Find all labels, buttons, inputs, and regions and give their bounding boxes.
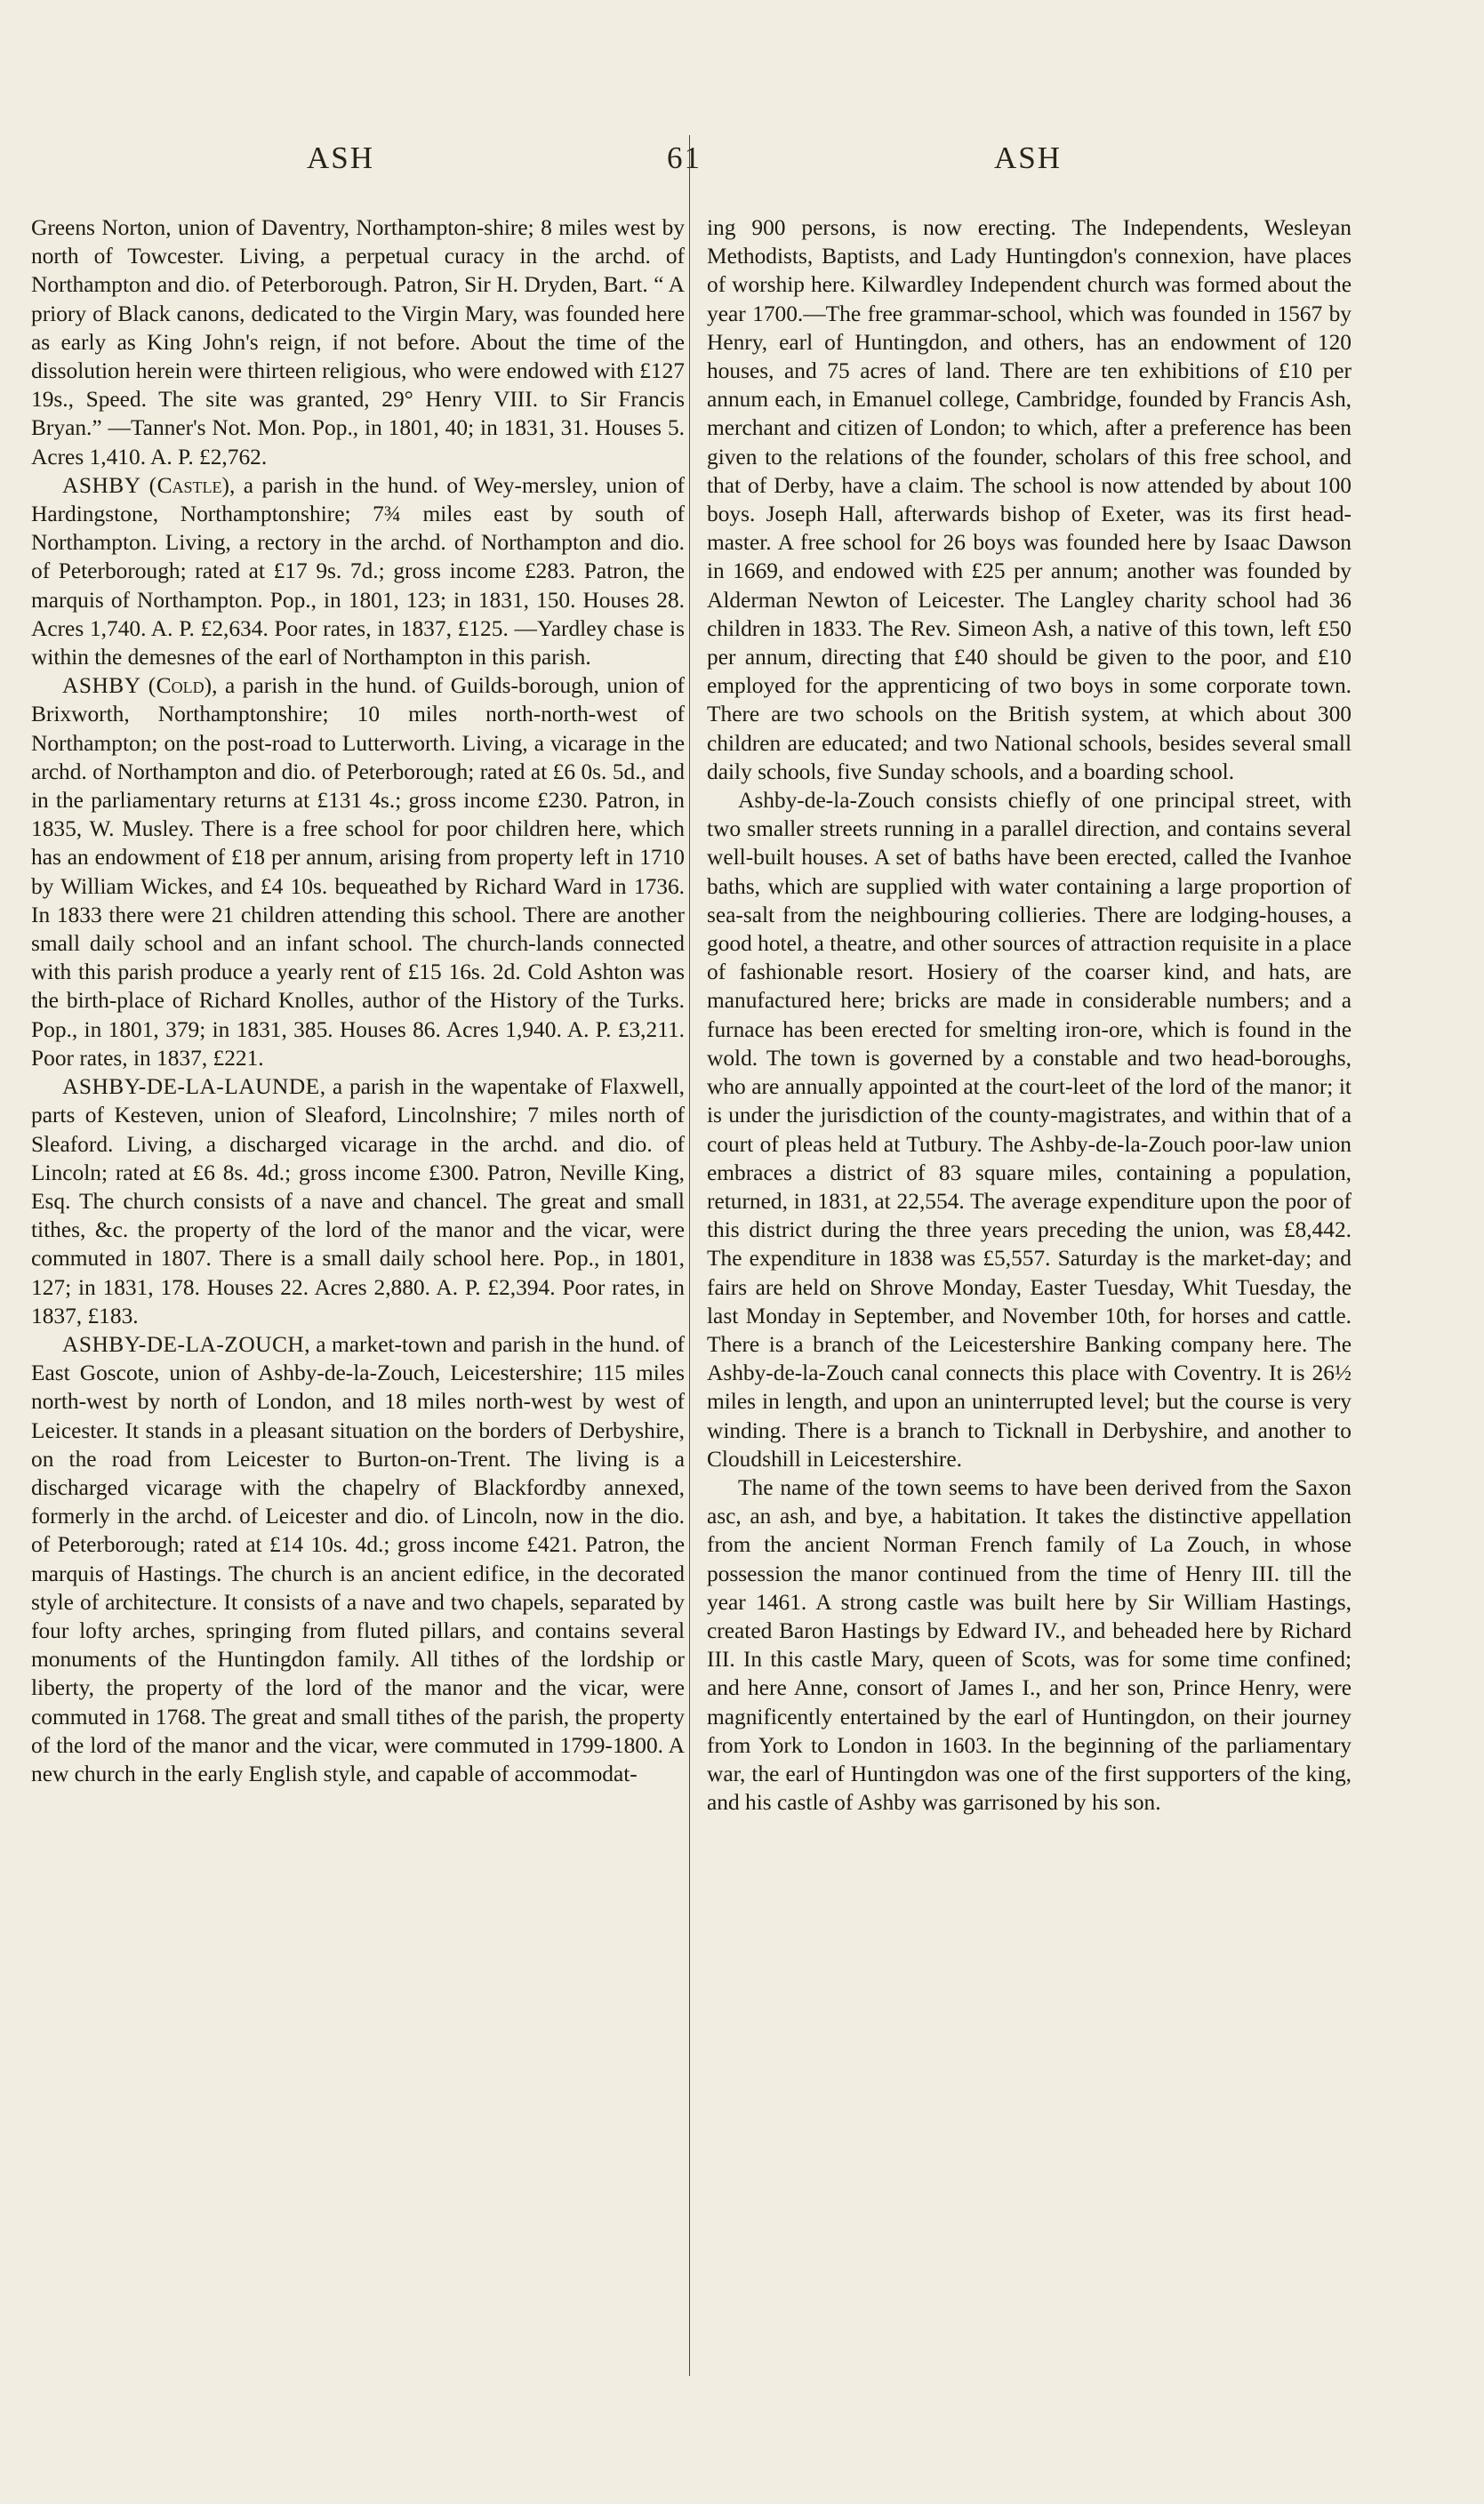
entry-heading-smallcaps: Castle [156,472,222,498]
entry-heading: ASHBY ( [62,472,157,498]
entry-continuation: ing 900 persons, is now erecting. The Independents, Wesleyan Methodists, Baptists, and Lady Huntingdon's connexion, have places of worship here. Kilwardley Independent church was formed about the year 1700.—The free grammar-school, which was founded in 1567 by Henry, earl of Huntingdon, and others, has an endowment of 120 houses, and 75 acres of land. There are ten exhibitions of £10 per annum each, in Emanuel college, Cambridge, founded by Francis Ash, merchant and citizen of London; to which, after a preference has been given to the relations of the founder, scholars of this free school, and that of Derby, have a claim. The school is now attended by about 100 boys. Joseph Hall, afterwards bishop of Exeter, was its first head-master. A free school for 26 boys was founded here by Isaac Dawson in 1669, and endowed with £25 per annum; another was founded by Alderman Newton of Leicester. The Langley charity school had 36 children in 1833. The Rev. Simeon Ash, a native of this town, left £50 per annum, directing that £40 should be given to the poor, and £10 employed for the apprenticing of two boys in some corporate town. There are two schools on the British system, at which about 300 children are educated; and two National schools, besides several small daily schools, five Sunday schools, and a boarding school. [707,215,1352,784]
header-right-word: ASH [994,140,1063,175]
entry-ashby-de-la-zouch [31,1330,685,1788]
running-header [0,140,1484,185]
paragraph-town-history: The name of the town seems to have been derived from the Saxon asc, an ash, and bye, a habitation. It takes the distinctive appellation from the ancient Norman French family of La Zouch, in whose possession the manor continued from the time of Henry III. till the year 1461. A strong castle was built here by Sir William Hastings, created Baron Hastings by Edward IV., and beheaded here by Richard III. In this castle Mary, queen of Scots, was for some time confined; and here Anne, consort of James I., and her son, Prince Henry, were magnificently entertained by the earl of Huntingdon, on their journey from York to London in 1603. In the beginning of the parliamentary war, the earl of Huntingdon was one of the first supporters of the king, and his castle of Ashby was garrisoned by his son. [707,1474,1352,1816]
column-divider [689,135,690,2376]
right-column [707,213,1352,1817]
entry-heading: ASHBY-DE-LA-ZOUCH [62,1331,305,1357]
entry-heading-end: ) [221,472,229,498]
entry-continuation: Greens Norton, union of Daventry, Northampton-shire; 8 miles west by north of Towcester. Living, a perpetual curacy in the archd. of Northampton and dio. of Peterborough. Patron, Sir H. Dryden, Bart. “ A priory of Black canons, dedicated to the Virgin Mary, was founded here as early as King John's reign, if not before. About the time of the dissolution herein were thirteen religious, who were endowed with £127 19s., Speed. The site was granted, 29° Henry VIII. to Sir Francis Bryan.” —Tanner's Not. Mon. Pop., in 1801, 40; in 1831, 31. Houses 5. Acres 1,410. A. P. £2,762. [31,215,685,470]
entry-heading-end: ) [204,673,213,699]
entry-heading-smallcaps: Cold [156,673,205,699]
page-number: 61 [667,140,702,175]
paragraph-town-description: Ashby-de-la-Zouch consists chiefly of one principal street, with two smaller streets running in a parallel direction, and contains several well-built houses. A set of baths have been erected, called the Ivanhoe baths, which are supplied with water containing a large proportion of sea-salt from the neighbouring collieries. There are lodging-houses, a good hotel, a theatre, and other sources of attraction requisite in a place of fashionable resort. Hosiery of the coarser kind, and hats, are manufactured here; bricks are made in considerable numbers; and a furnace has been erected for smelting iron-ore, which is found in the wold. The town is governed by a constable and two head-boroughs, who are annually appointed at the court-leet of the lord of the manor; it is under the jurisdiction of the county-magistrates, and within that of a court of pleas held at Tutbury. The Ashby-de-la-Zouch poor-law union embraces a district of 83 square miles, containing a population, returned, in 1831, at 22,554. The average expenditure upon the poor of this district during the three years preceding the union, was £8,442. The expenditure in 1838 was £5,557. Saturday is the market-day; and fairs are held on Shrove Monday, Easter Tuesday, Whit Tuesday, the last Monday in September, and November 10th, for horses and cattle. There is a branch of the Leicestershire Banking company here. The Ashby-de-la-Zouch canal connects this place with Coventry. It is 26½ miles in length, and upon an uninterrupted level; but the course is very winding. There is a branch to Ticknall in Derbyshire, and another to Cloudshill in Leicestershire. [707,788,1352,1472]
entry-ashby-castle [31,471,685,671]
entry-ashby-de-la-launde [31,1072,685,1330]
entry-heading: ASHBY-DE-LA-LAUNDE [62,1074,320,1100]
header-left-word: ASH [307,140,375,175]
entry-body: , a market-town and parish in the hund. of East Goscote, union of Ashby-de-la-Zouch, Leicestershire; 115 miles north-west by north of London, and 18 miles north-west by west of Leicester. It stands in a pleasant situation on the borders of Derbyshire, on the road from Leicester to Burton-on-Trent. The living is a discharged vicarage with the chapelry of Blackfordby annexed, formerly in the archd. of Leicester and dio. of Lincoln, now in the dio. of Peterborough; rated at £14 10s. 4d.; gross income £421. Patron, the marquis of Hastings. The church is an ancient edifice, in the decorated style of architecture. It consists of a nave and two chapels, separated by four lofty arches, springing from fluted pillars, and contains several monuments of the Huntingdon family. All tithes of the lordship or liberty, the property of the lord of the manor and the vicar, were commuted in 1768. The great and small tithes of the parish, the property of the lord of the manor and the vicar, were commuted in 1799-1800. A new church in the early English style, and capable of accommodat- [31,1331,685,1786]
entry-ashby-cold [31,671,685,1072]
entry-body: , a parish in the wapentake of Flaxwell, parts of Kesteven, union of Sleaford, Lincolnshire; 7 miles north of Sleaford. Living, a discharged vicarage in the archd. and dio. of Lincoln; rated at £6 8s. 4d.; gross income £300. Patron, Neville King, Esq. The church consists of a nave and chancel. The great and small tithes, &c. the property of the lord of the manor and the vicar, were commuted in 1807. There is a small daily school here. Pop., in 1801, 127; in 1831, 178. Houses 22. Acres 2,880. A. P. £2,394. Poor rates, in 1837, £183. [31,1074,685,1328]
left-column [31,213,685,1788]
entry-heading: ASHBY ( [62,673,156,699]
entry-body: , a parish in the hund. of Wey-mersley, union of Hardingstone, Northamptonshire; 7¾ miles east by south of Northampton. Living, a rectory in the archd. of Northampton and dio. of Peterborough; rated at £17 9s. 7d.; gross income £283. Patron, the marquis of Northampton. Pop., in 1801, 123; in 1831, 150. Houses 28. Acres 1,740. A. P. £2,634. Poor rates, in 1837, £125. —Yardley chase is within the demesnes of the earl of Northampton in this parish. [31,472,685,670]
entry-body: , a parish in the hund. of Guilds-borough, union of Brixworth, Northamptonshire; 10 miles north-north-west of Northampton; on the post-road to Lutterworth. Living, a vicarage in the archd. of Northampton and dio. of Peterborough; rated at £6 0s. 5d., and in the parliamentary returns at £131 4s.; gross income £230. Patron, in 1835, W. Musley. There is a free school for poor children here, which has an endowment of £18 per annum, arising from property left in 1710 by William Wickes, and £4 10s. bequeathed by Richard Ward in 1736. In 1833 there were 21 children attending this school. There are another small daily school and an infant school. The church-lands connected with this parish produce a yearly rent of £15 16s. 2d. Cold Ashton was the birth-place of Richard Knolles, author of the History of the Turks. Pop., in 1801, 379; in 1831, 385. Houses 86. Acres 1,940. A. P. £3,211. Poor rates, in 1837, £221. [31,673,685,1071]
